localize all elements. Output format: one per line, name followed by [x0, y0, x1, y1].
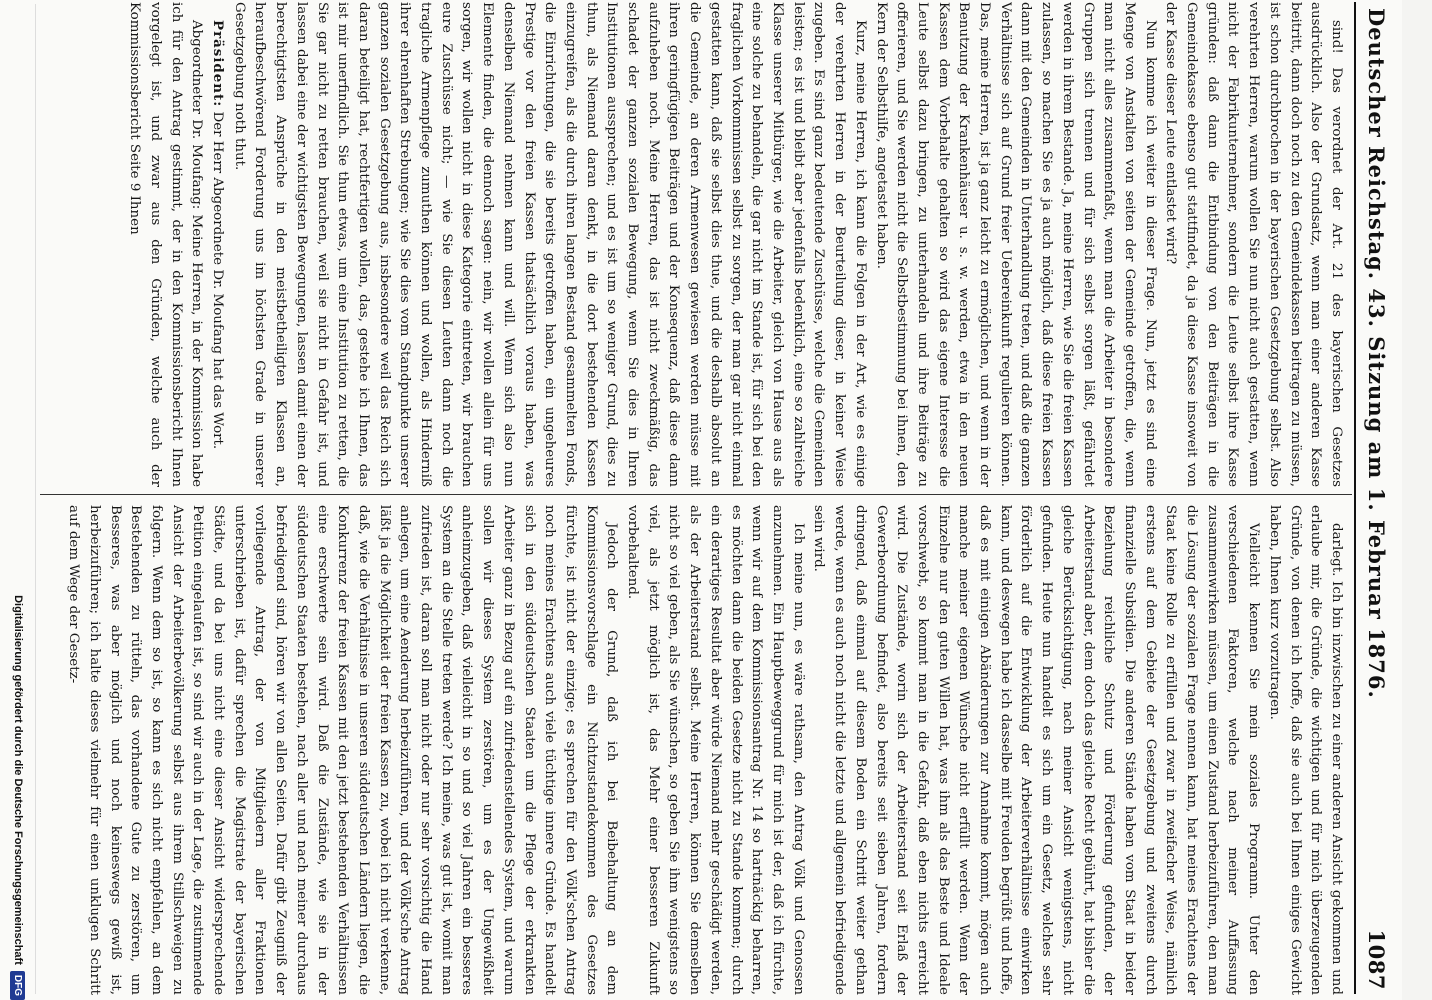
speaker-intro: Abgeordneter Dr. Moufang:	[189, 20, 205, 210]
paragraph: Kurz, meine Herren, ich kann die Folgen in der Art, wie es einige der verehrten Herren in der Beurteilung dieser, in keiner Weise zugeben. Es sind ganz bedeutende Zuschüsse, welche die Gemeinden leisten; es ist und bleibt aber jedenfalls bedenklich, eine so zahlreiche Klasse unserer Mitbürger, wie die Arbeiter, gleich von Hause aus als eine solche zu behandeln, die gar nicht im Stande ist, für sich bei den fraglichen Vorkommnissen selbst zu sorgen, der man gar nicht einmal gestatten kann, daß sie selbst dies thue, und die deshalb absolut an die Gemeinde, an deren Armenwesen gewiesen werden müsse mit ihren geringfügigen Beiträgen und der Konsequenz, daß diese dann aufzuheben noch. Meine Herren, das ist nicht zweckmäßig, das schadet der ganzen sozialen Bewegung, wenn Sie dies in Ihren Institutionen aussprechen; und es ist um so weniger Grund, dies zu thun, als Niemand daran denkt, in die dort bestehenden Kassen einzugreifen, als die durch ihren langen Bestand gesammelten Fonds, die Einrichtungen, die sie bereits getroffen haben, ein ungeheures Prestige vor den freien Kassen thatsächlich voraus haben, was denselben Niemand nehmen kann und will. Wenn sich also nun Elemente finden, die dennoch sagen: nein, wir wollen allein für uns sorgen, wir wollen nicht in diese Kategorie eintreten, wir brauchen eure Zuschüsse nicht; — wie Sie diesen Leuten dann noch die tragliche Armenpflege zumuthen können und wollen, als Hinderniß ihrer ehrenhaften Strebungen; wie Sie dies vom Standpunkte unserer ganzen sozialen Gesetzgebung aus, insbesondere weil das Reich sich daran beteiligt hat, rechtfertigen wollen, das, gestehe ich Ihnen, das ist mir unerfindlich. Sie thun etwas, um eine Institution zu retten, die Sie gar nicht zu retten brauchen, weil sie nicht in Gefahr ist, und lassen dabei eine der wichtigsten Bewegungen, lassen damit einen der berechtigtsten Ansprüche in den meistbetheiligten Klassen an, heraufbeschwörend Forderung uns im höchsten Grade in unserer Gesetzgebung noth thut.	[231, 2, 868, 487]
paragraph: Jedoch der Grund, daß ich bei Beibehaltung an dem Kommissionsvorschlage ein Nichtzustandekommen des Gesetzes fürchte, ist nicht der einzige; es sprechen für den Völk'schen Antrag noch meines Erachtens auch viele tüchtige innere Gründe. Es handelt sich in den süddeutschen Staaten um die Pflege der erkrankten Arbeiter ganz in Bezug auf ein zufriedenstellendes System, und warum sollen wir dieses System zerstören, um es der Ungewißheit anheimzugeben, daß vielleicht in so und so viel Jahren ein besseres System an die Stelle treten werde? Ich meine, was gut ist, womit man zufrieden ist, daran soll man nicht oder nur sehr vorsichtig die Hand anlegen, um eine Aenderung herbeizuführen, und der Völk'sche Antrag läßt ja die Möglichkeit der freien Kassen zu, wobei ich nicht verkenne, daß, wie die Verhältnisse in unseren süddeutschen Ländern liegen, die Konkurrenz der freien Kassen mit den jetzt bestehenden Verhältnissen eine erschwerte sein wird. Daß die Zustände, wie sie in der süddeutschen Staaten bestehen, nach aller und nach meiner durchaus befriedigend sind, hören wir von allen Seiten. Dafür gibt Zeugniß der vorliegende Antrag, der von Mitgliedern aller Fraktionen unterschrieben ist, dafür sprechen die Magistrate der bayerischen Städte, und da bei uns nicht eine dieser Ansicht widersprechende Petition eingelaufen ist, so sind wir auch in der Lage, die zustimmende Ansicht der Arbeiterbevölkerung selbst aus ihrem Stillschweigen zu folgern. Wenn dem so ist, so kann es sich nicht empfehlen, an dem Bestehenden zu rütteln, das vorhandene Gute zu zerstören, um Besseres, was aber möglich und noch keineswegs gewiß ist, herbeizuführen; ich halte dieses vielmehr für einen unklugen Schritt auf dem Wege der Gesetz-	[66, 505, 620, 995]
speaker-paragraph	[124, 2, 207, 487]
right-column	[52, 505, 1346, 995]
scan-edge	[35, 4, 36, 994]
left-column	[52, 2, 1346, 487]
credit-text: Digitalisierung gefördert durch die Deutsche Forschungsgemeinschaft	[12, 595, 24, 965]
digitization-credit	[4, 380, 32, 1000]
paragraph: darlegt. Ich bin inzwischen zu einer anderen Ansicht gekommen und erlaube mir, die Gründe, die wichtigen und für mich überzeugenden Gründe, von denen ich hoffe, daß sie auch bei Ihnen einiges Gewicht haben, Ihnen kurz vorzutragen.	[1266, 505, 1344, 995]
paragraph: Vielleicht kennen Sie mein soziales Programm. Unter den verschiedenen Faktoren, welche nach meiner Auffassung zusammenwirken müssen, um einen Zustand herbeizuführen, den man die Lösung der sozialen Frage nennen kann, hat meines Erachtens der Staat keine Rolle zu erfüllen und zwar in zweifacher Weise, nämlich erstens auf dem Gebiete der Gesetzgebung und zweitens durch finanzielle Subsidien. Die anderen Stände haben vom Staat in beider Beziehung reichliche Schutz und Förderung gefunden, der Arbeiterstand aber, dem doch das gleiche Recht gebührt, hat bisher die gleiche Berücksichtigung, nach meiner Ansicht wenigstens, nicht gefunden. Heute nun handelt es sich um ein Gesetz, welches sehr förderlich auf die Entwicklung der Arbeiterverhältnisse einwirken kann, und deswegen habe ich dasselbe mit Freuden begrüßt und hoffe, daß es mit einigen Abänderungen zur Annahme kommt, mögen auch manche meiner eigenen Wünsche nicht erfüllt werden. Wenn der Einzelne nur den guten Willen hat, was ihm als das Beste und Ideale vorschwebt, so kommt man in die Gefahr, daß eben nichts erreicht wird. Die Zustände, worin sich der Arbeiterstand seit Erlaß der Gewerbeordnung befindet, also bereits seit sieben Jahren, fordern dringend, daß einmal auf diesem Boden ein Schritt weiter gethan werde, wenn es auch noch nicht die letzte und allgemein befriedigende sein wird.	[811, 505, 1262, 995]
page-top-margin	[1402, 0, 1432, 1000]
president-label: Präsident:	[210, 20, 227, 108]
running-title: Deutscher Reichstag. 43. Sitzung am 1. Februar 1876.	[1364, 8, 1390, 699]
page-number: 1087	[1364, 929, 1390, 990]
paragraph: sind! Das verordnet der Art. 21 des bayerischen Gesetzes ausdrücklich. Also der Grundsatz, wenn man einer anderen Kasse beitritt, dann doch noch zu den Gemeindekassen beitragen zu müssen, ist schon durchbrochen in der bayerischen Gesetzgebung selbst. Also verehrten Herren, warum wollen Sie nun nicht auch gestatten, wenn nicht der Fabrikunternehmer, sondern die Leute selbst ihre Kasse gründen: daß dann die Entbindung von den Beiträgen in die Gemeindekasse ebenso gut stattfindet, da ja diese Kasse insoweit von der Kasse dieser Leute entlastet wird?	[1163, 2, 1344, 487]
president-remark	[206, 2, 228, 487]
dfg-logo: DFG	[11, 971, 26, 1000]
speaker-text: Meine Herren, in der Kommission habe ich für den Antrag gestimmt, der in den Kommissionsbericht Ihnen vorgelegt ist, und zwar aus den Gründen, welche auch der Kommissionsbericht Seite 9 Ihnen	[127, 2, 205, 487]
header-rule	[1354, 2, 1356, 994]
page-header	[1358, 8, 1396, 990]
president-text: Der Herr Abgeordnete Dr. Moufang hat das Wort.	[210, 111, 226, 450]
paragraph: Nun komme ich weiter in dieser Frage. Nun, jetzt es sind eine Menge von Anstalten von seiten der Gemeinde getroffen, die, wenn man nicht alles zusammenfaßt, wenn man die Arbeiter in besondere Gruppen sich trennen und für sich selbst sorgen läßt, gefährdet werden in ihrem Bestande. Ja, meine Herren, wie Sie die freien Kassen zulassen, so machen Sie es ja auch möglich, daß diese freien Kassen dann mit den Gemeinden in Unterhandlung treten, und daß die ganzen Verhältnisse sich auf Grund freier Uebereinkunft regulieren können. Das, meine Herren, ist ja ganz leicht zu ermöglichen, und wenn in der Benutzung der Krankenhäuser u. s. w. werden, etwa in den neuen Kassen dem Vorbehalte gehalten so wird das eigene Interesse die Leute selbst dazu bringen, zu unterhandeln und ihre Beiträge zu offerieren, und Sie werden nicht die Selbstbestimmung bei ihnen, den Kern der Selbsthilfe, angetastet haben.	[873, 2, 1158, 487]
column-divider	[40, 494, 1352, 495]
paragraph: Ich meine nun, es wäre rathsam, den Antrag Völk und Genossen anzunehmen. Ein Hauptbeweggrund für mich ist der, daß ich fürchte, wenn wir auf dem Kommissionsantrag Nr. 14 so hartnäckig beharren, es möchten dann die beiden Gesetze nicht zu Stande kommen; durch ein derartiges Resultat aber würde Niemand mehr geschädigt werden, als der Arbeiterstand selbst. Meine Herren, können Sie demselben nicht so viel geben, als Sie wünschen, so geben Sie ihm wenigstens so viel, als jetzt möglich ist, das Mehr einer besseren Zukunft vorbehaltend.	[625, 505, 806, 995]
